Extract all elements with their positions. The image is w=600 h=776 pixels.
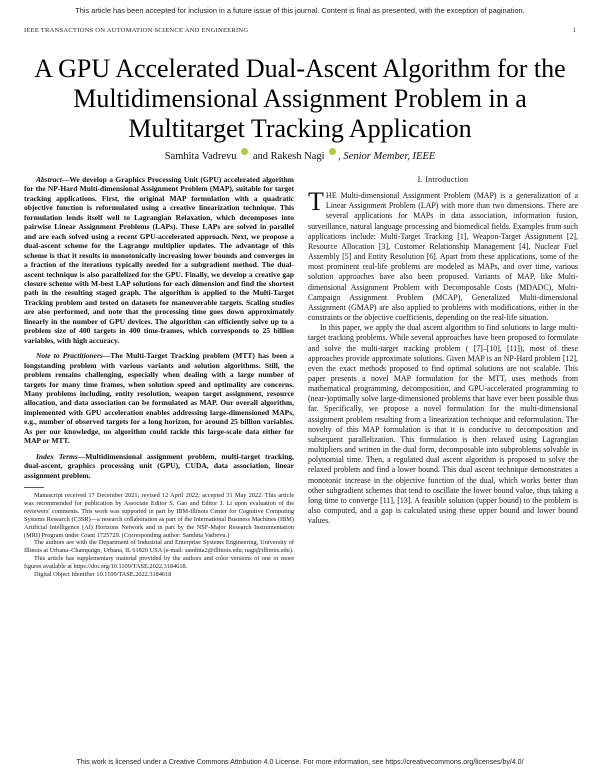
page-number: 1: [572, 27, 576, 34]
right-column: [308, 175, 578, 526]
manuscript-footnote: Manuscript received 17 December 2021; revised 12 April 2022; accepted 31 May 2022. This article was recommended for publication by Associate Editor S. Gao and Editor J. Li upon evaluation of the reviewers' comments. This work was supported in part by IBM-Illinois Center for Cognitive Computing Systems Research (C3SR)—a research collaboration as part of the International Business Machines (IBM) Artificial Intelligence (AI) Horizons Network and in part by the NSF-Major Research Instrumentation (MRI) Program under Grant 1725729. (Corresponding author: Samhita Vadrevu.): [24, 492, 294, 539]
abstract-text: —We develop a Graphics Processing Unit (GPU) accelerated algorithm for the NP-Hard Multi-dimensional Assignment Problem (MAP), suitable for target tracking applications. First, the original MAP formulation with a quadratic objective function is reformulated using a creative linearization technique. This formulation lends itself well to Lagrangian Relaxation, which decomposes into pairwise Linear Assignment Problems (LAPs). These LAPs are solved in parallel and are each solved using a recent GPU-accelerated approach. Next, we propose a dual-ascent scheme for the Lagrange multiplier updates. The advantage of this scheme is that it results in monotonically increasing lower bounds and converges in a fraction of the iterations typically needed for a subgradient method. The dual-ascent technique is also parallelized for the GPU. Finally, we develop a creative gap closure scheme with M-best LAP solutions for each dimension and find the shortest path in the resulting staged graph. The algorithm is applied to the Multi-Target Tracking problem and tested on datasets for maneuverable targets. Scaling studies are also performed, and note that the processing time goes down approximately linearly in the number of GPU devices. The algorithm can efficiently solve up to a problem size of 400 targets in 400 time-frames, which corresponds to 25 billion variables, with high accuracy.: [24, 175, 294, 345]
supplementary-footnote: This article has supplementary material provided by the authors and color versions of one or more figures available at https://doi.org/10.1109/TASE.2022.3184618.: [24, 555, 294, 571]
orcid-icon[interactable]: [329, 148, 336, 155]
doi-footnote: Digital Object Identifier 10.1109/TASE.2022.3184618: [34, 571, 172, 579]
practitioners-label: Note to Practitioners: [36, 351, 103, 361]
intro-paragraph-2: In this paper, we apply the dual ascent algorithm to find solutions to large multi-target tracking problems. While several approaches have been proposed to formulate and solve the multi-target tracking problem ( [7]–[10], [11]), most of these approaches provide approximate solutions. Given MAP is an NP-Hard problem [12], even the exact methods proposed to find optimal solutions are not scalable. This paper presents a novel MAP formulation for the MTT, uses methods from mathematical programming, decomposition, and GPU-accelerated programming to (near-)optimally solve large-dimensioned problems that have ever been possible thus far. Specifically, we propose a novel formulation for the multi-dimensional assignment problem resulting from a linearization technique and reformulation. The novelty of this MAP formulation is that it is conducive to decomposition and subsequent parallelization. This formulation is then relaxed using Lagrangian multipliers and written in the dual form, decomposable into subproblems solvable in polynomial time. Then, a regulated dual ascent algorithm is proposed to solve the relaxed problem and find a lower bound. This dual ascent technique demonstrates a monotonic increase in the objective function of the dual, which works better than other subgradient schemes that tend to oscillate the lower bound value, thus taking a long time to converge [11], [13]. A feasible solution (upper bound) to the problem is also computed, and a gap is calculated using these upper bound and lower bound values.: [308, 323, 578, 526]
first-word: HE: [325, 191, 338, 201]
paper-title: A GPU Accelerated Dual-Ascent Algorithm for the Multidimensional Assignment Problem in a Multitarget Tracking Application: [34, 54, 566, 143]
running-header: [24, 27, 576, 34]
index-terms-text: —Multidimensional assignment problem, multi-target tracking, dual-ascent, graphics processing unit (GPU), CUDA, data association, linear assignment problem.: [24, 451, 294, 480]
intro-text-1: Multi-dimensional Assignment Problem (MAP) is a generalization of a Linear Assignment Problem (LAP) with more than two dimensions. There are several applications for MAPs in data association, information fusion, surveillance, natural language processing and biomedical fields. Examples from such applications include: Multi-Target Tracking [1], Weapon-Target Assignment [2], Resource Allocation [3], Customer Relationship Management [4], Nuclear Fuel Assembly [5] and Entity Resolution [6]. Apart from these applications, some of the most prominent real-life problems are modeled as MAPs, and over time, various solution approaches have also been proposed. Variants of MAP, like Multi-dimensional Assignment Problem with Decomposable Costs (MDADC), Multi-Campaign Assignment Problem (MCAP), Generalized Multi-dimensional Assignment (GMAP) are also applied to problems with modifications, either in the constraints or the objective coefficients, depending on the real-life situation.: [308, 191, 578, 323]
orcid-icon[interactable]: [241, 148, 248, 155]
intro-paragraph-1: [308, 187, 578, 323]
index-terms-label: Index Terms: [36, 451, 78, 461]
license-note: This work is licensed under a Creative Commons Attribution 4.0 License. For more information, see https://creativecommons.org/licenses/by/4.0/: [76, 759, 524, 766]
abstract-label: Abstract: [36, 175, 62, 184]
author-membership: , Senior Member, IEEE: [338, 151, 436, 162]
author-nagi: and Rakesh Nagi: [252, 151, 325, 162]
footnote-rule: [24, 487, 44, 488]
abstract: [24, 175, 294, 345]
author-vadrevu: Samhita Vadrevu: [164, 151, 237, 162]
affiliation-footnote: The authors are with the Department of Industrial and Enterprise Systems Engineering, University of Illinois at Urbana–Champaign, Urbana, IL 61820 USA (e-mail: samhita2@illinois.edu; nagi@illinois.edu).: [24, 539, 294, 555]
index-terms: [24, 452, 294, 480]
note-to-practitioners: [24, 351, 294, 446]
drop-cap: T: [308, 187, 324, 217]
journal-name: IEEE TRANSACTIONS ON AUTOMATION SCIENCE AND ENGINEERING: [24, 27, 249, 34]
left-column: [24, 175, 294, 579]
section-heading: I. Introduction: [417, 175, 469, 184]
author-line: [0, 148, 600, 162]
acceptance-note: This article has been accepted for inclusion in a future issue of this journal. Content is final as presented, with the exception of pagination.: [75, 6, 525, 15]
practitioners-text: —The Multi-Target Tracking problem (MTT) has been a longstanding problem with various variants and solution algorithms. Still, the problem remains challenging, especially when dealing with a large number of targets for many time frames, when solution speed and optimality are concerns. Many problems including, entity resolution, weapon target assignment, resource allocation, and data association can be formulated as MAP. Our overall algorithm, implemented with GPU acceleration enables addressing large-dimensioned MAPs, e.g., number of observed targets for a long horizon, for around 25 billion variables. As per our knowledge, no algorithm could tackle this large-scale data either for MAP or MTT.: [24, 351, 294, 446]
